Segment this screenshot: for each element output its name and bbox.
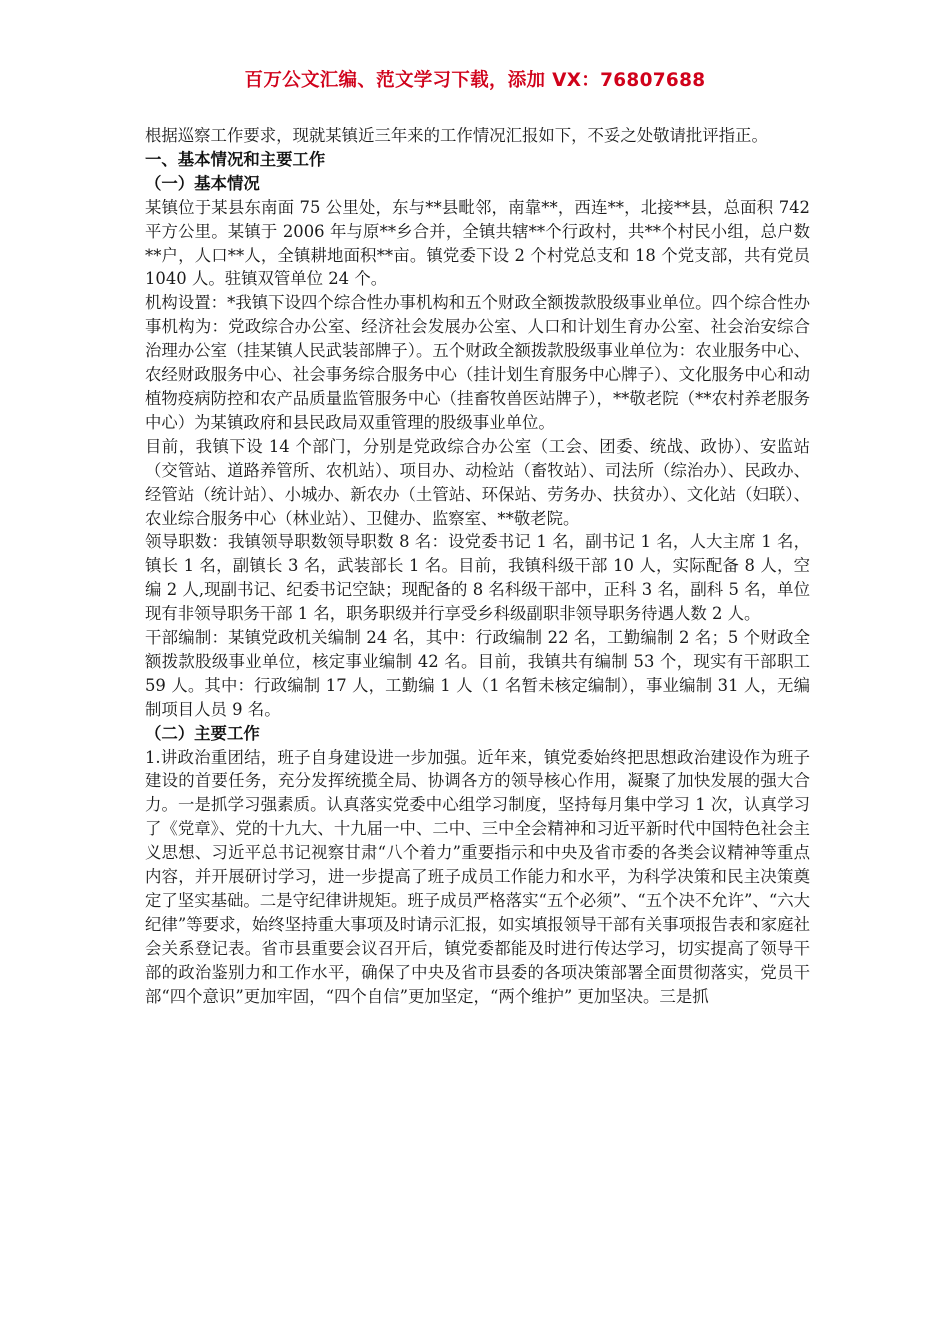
paragraph-leadership: 领导职数：我镇领导职数领导职数 8 名：设党委书记 1 名，副书记 1 名，人大主席 1 名，镇长 1 名，副镇长 3 名，武装部长 1 名。目前，我镇科级干部 10 人，实际配备 8 人，空编 2 人,现副书记、纪委书记空缺；现配备的 8 名科级干部中，正科 3 名，副科 5 名，单位现有非领导职务干部 1 名，职务职级并行享受乡科级副职非领导职务待遇人数 2 人。 [145, 532, 810, 624]
paragraph-staffing: 干部编制：某镇党政机关编制 24 名，其中：行政编制 22 名，工勤编制 2 名；5 个财政全额拨款股级事业单位，核定事业编制 42 名。目前，我镇共有编制 53 个，现实有干部职工 59 人。其中：行政编制 17 人，工勤编 1 人（1 名暂未核定编制），事业编制 31 人，无编制项目人员 9 名。 [145, 628, 810, 719]
intro-paragraph: 根据巡察工作要求，现就某镇近三年来的工作情况汇报如下，不妥之处敬请批评指正。 [145, 126, 768, 145]
subsection-heading-main-work: （二）主要工作 [145, 723, 260, 743]
section-heading: 一、基本情况和主要工作 [145, 149, 326, 169]
paragraph-departments: 目前，我镇下设 14 个部门，分别是党政综合办公室（工会、团委、统战、政协）、安监站（交管站、道路养管所、农机站）、项目办、动检站（畜牧站）、司法所（综治办）、民政办、经管站（统计站）、小城办、新农办（土管站、环保站、劳务办、扶贫办）、文化站（妇联）、农业综合服务中心（林业站）、卫健办、监察室、**敬老院。 [145, 436, 810, 528]
header-banner: 百万公文汇编、范文学习下载，添加 VX：76807688 [244, 70, 706, 91]
paragraph-location: 某镇位于某县东南面 75 公里处，东与**县毗邻，南靠**，西连**，北接**县，总面积 742 平方公里。某镇于 2006 年与原**乡合并，全镇共辖**个行政村，共**个村民小组，总户数**户，人口**人，全镇耕地面积**亩。镇党委下设 2 个村党总支和 18 个党支部，共有党员 1040 人。驻镇双管单位 24 个。 [145, 197, 810, 289]
subsection-heading-basic: （一）基本情况 [145, 173, 260, 193]
paragraph-political-work: 1.讲政治重团结，班子自身建设进一步加强。近年来，镇党委始终把思想政治建设作为班子建设的首要任务，充分发挥统揽全局、协调各方的领导核心作用，凝聚了加快发展的强大合力。一是抓学习强素质。认真落实党委中心组学习制度，坚持每月集中学习 1 次，认真学习了《党章》、党的十九大、十九届一中、二中、三中全会精神和习近平新时代中国特色社会主义思想、习近平总书记视察甘肃“八个着力”重要指示和中央及省市委的各类会议精神等重点内容，并开展研讨学习，进一步提高了班子成员工作能力和水平，为科学决策和民主决策奠定了坚实基础。二是守纪律讲规矩。班子成员严格落实“五个必须”、“五个决不允许”、“六大纪律”等要求，始终坚持重大事项及时请示汇报，如实填报领导干部有关事项报告表和家庭社会关系登记表。省市县重要会议召开后，镇党委都能及时进行传达学习，切实提高了领导干部的政治鉴别力和工作水平，确保了中央及省市县委的各项决策部署全面贯彻落实，党员干部“四个意识”更加牢固，“四个自信”更加坚定，“两个维护” 更加坚决。三是抓 [145, 747, 810, 1006]
document-body [145, 124, 810, 1009]
paragraph-institutions: 机构设置：*我镇下设四个综合性办事机构和五个财政全额拨款股级事业单位。四个综合性办事机构为：党政综合办公室、经济社会发展办公室、人口和计划生育办公室、社会治安综合治理办公室（挂某镇人民武装部牌子）。五个财政全额拨款股级事业单位为：农业服务中心、农经财政服务中心、社会事务综合服务中心（挂计划生育服务中心牌子）、文化服务中心和动植物疫病防控和农产品质量监管服务中心（挂畜牧兽医站牌子），**敬老院（**农村养老服务中心）为某镇政府和县民政局双重管理的股级事业单位。 [145, 293, 810, 432]
